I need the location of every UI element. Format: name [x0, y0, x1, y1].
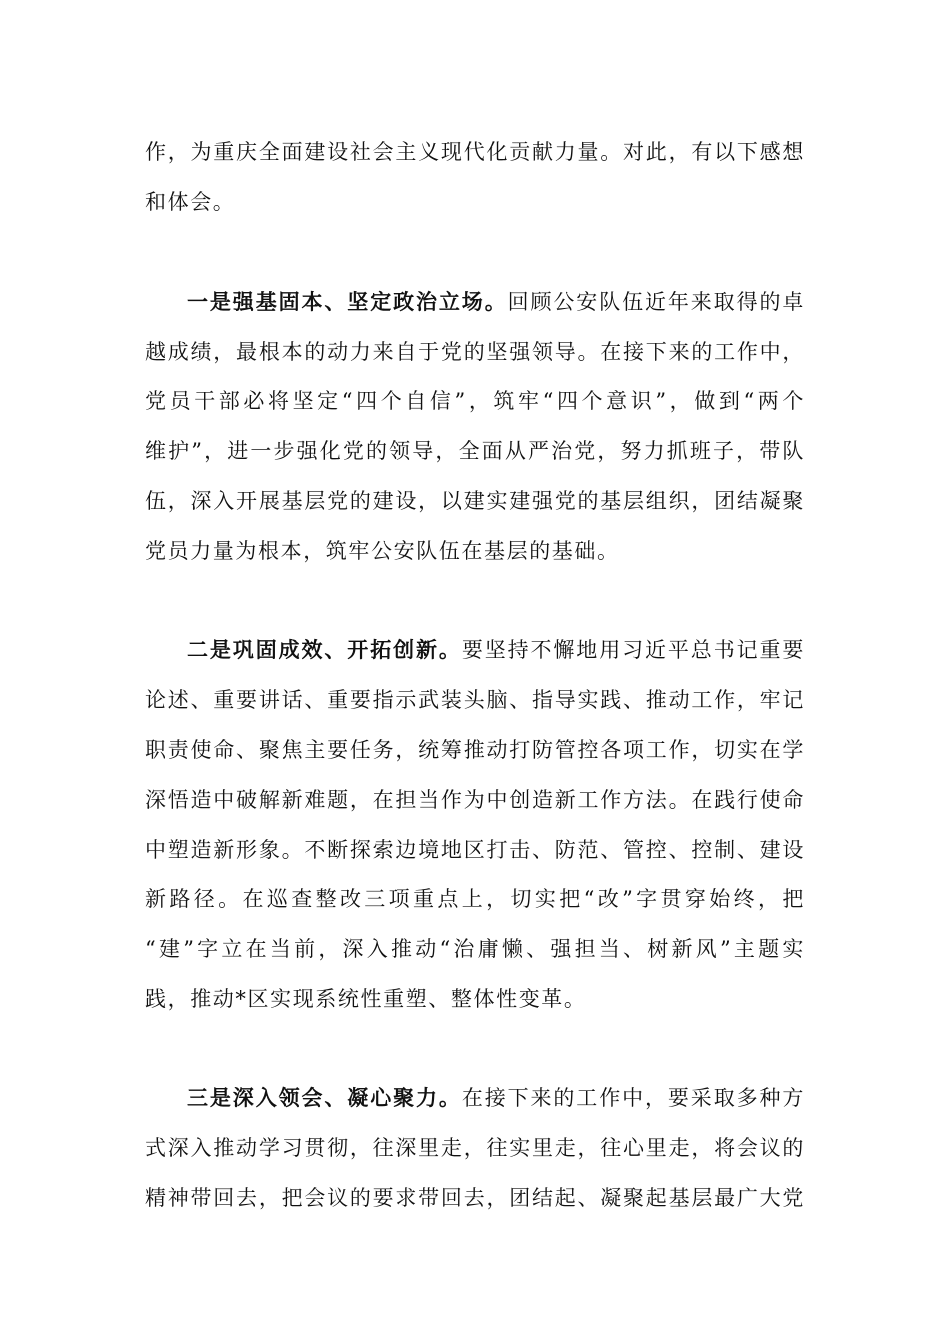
section1-line-5: 伍，深入开展基层党的建设，以建实建强党的基层组织，团结凝聚: [145, 489, 805, 513]
section2-line-6: 新路径。在巡查整改三项重点上，切实把“改”字贯穿始终，把: [145, 887, 805, 911]
section1-line-4: 维护”，进一步强化党的领导，全面从严治党，努力抓班子，带队: [145, 439, 805, 463]
section3-first-rest: 在接下来的工作中，要采取多种方: [461, 1086, 806, 1110]
section1-first-rest: 回顾公安队伍近年来取得的卓: [507, 290, 805, 314]
section1-heading: 一是强基固本、坚定政治立场。: [187, 289, 508, 314]
section3-first-line: [187, 1083, 805, 1113]
intro-line-1: 作，为重庆全面建设社会主义现代化贡献力量。对此，有以下感想: [145, 140, 805, 164]
section2-first-rest: 要坚持不懈地用习近平总书记重要: [461, 638, 806, 662]
section2-line-8: 践，推动*区实现系统性重塑、整体性变革。: [145, 987, 587, 1011]
section1-first-line: [187, 287, 805, 317]
section2-line-2: 论述、重要讲话、重要指示武装头脑、指导实践、推动工作，牢记: [145, 688, 805, 712]
section1-line-6: 党员力量为根本，筑牢公安队伍在基层的基础。: [145, 539, 620, 563]
section3-line-3: 精神带回去，把会议的要求带回去，团结起、凝聚起基层最广大党: [145, 1186, 805, 1210]
section2-line-4: 深悟造中破解新难题，在担当作为中创造新工作方法。在践行使命: [145, 788, 805, 812]
section2-first-line: [187, 635, 805, 665]
section1-line-2: 越成绩，最根本的动力来自于党的坚强领导。在接下来的工作中，: [145, 340, 805, 364]
section2-heading: 二是巩固成效、开拓创新。: [187, 637, 462, 662]
section2-line-5: 中塑造新形象。不断探索边境地区打击、防范、管控、控制、建设: [145, 838, 805, 862]
section3-line-2: 式深入推动学习贯彻，往深里走，往实里走，往心里走，将会议的: [145, 1136, 805, 1160]
section1-line-3: 党员干部必将坚定“四个自信”，筑牢“四个意识”，做到“两个: [145, 389, 805, 413]
section3-heading: 三是深入领会、凝心聚力。: [187, 1085, 462, 1110]
section2-line-3: 职责使命、聚焦主要任务，统筹推动打防管控各项工作，切实在学: [145, 738, 805, 762]
intro-line-2: 和体会。: [145, 190, 236, 214]
section2-line-7: “建”字立在当前，深入推动“治庸懒、强担当、树新风”主题实: [145, 937, 805, 961]
